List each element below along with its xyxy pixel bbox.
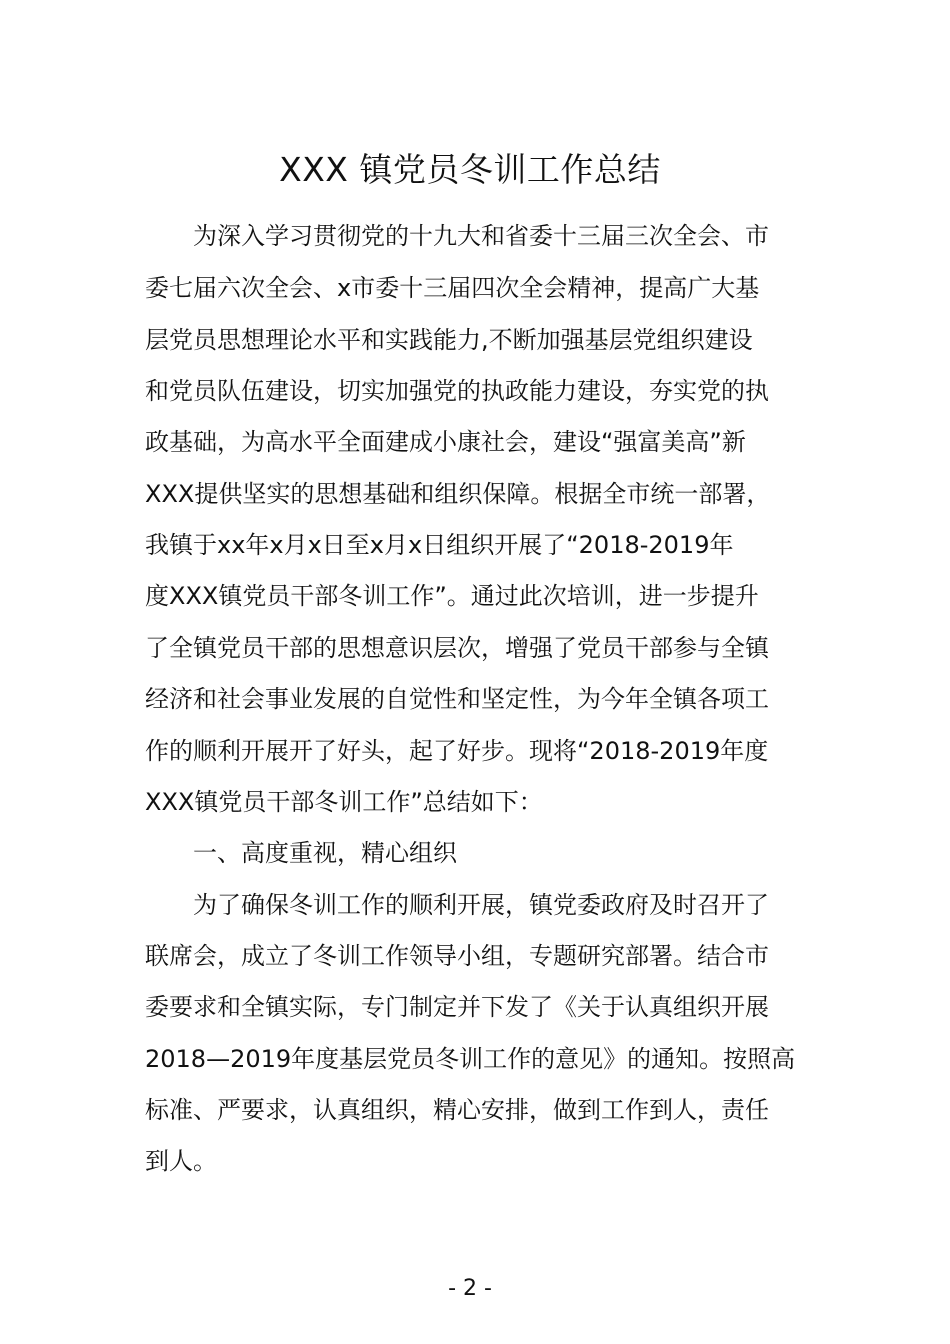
text-line: XXX镇党员干部冬训工作”总结如下：: [145, 788, 543, 816]
text-line: 为了确保冬训工作的顺利开展，镇党委政府及时召开了: [193, 891, 769, 919]
text-line: 委要求和全镇实际，专门制定并下发了《关于认真组织开展: [145, 993, 769, 1021]
text-line: 经济和社会事业发展的自觉性和坚定性，为今年全镇各项工: [145, 685, 769, 713]
text-line: 到人。: [145, 1147, 217, 1175]
text-line: 和党员队伍建设，切实加强党的执政能力建设，夯实党的执: [145, 377, 769, 405]
text-line: 度XXX镇党员干部冬训工作”。通过此次培训，进一步提升: [145, 582, 759, 610]
text-line: 2018—2019年度基层党员冬训工作的意见》的通知。按照高: [145, 1045, 796, 1073]
text-line: 政基础，为高水平全面建成小康社会，建设“强富美高”新: [145, 428, 746, 456]
text-line: 标准、严要求，认真组织，精心安排，做到工作到人，责任: [145, 1096, 769, 1124]
document-title: XXX 镇党员冬训工作总结: [279, 150, 661, 189]
text-line: 我镇于xx年x月x日至x月x日组织开展了“2018-2019年: [145, 531, 734, 559]
text-line: 委七届六次全会、x市委十三届四次全会精神，提高广大基: [145, 274, 760, 302]
text-line: 作的顺利开展开了好头，起了好步。现将“2018-2019年度: [145, 737, 769, 765]
text-line: 为深入学习贯彻党的十九大和省委十三届三次全会、市: [193, 222, 769, 250]
section-heading: 一、高度重视，精心组织: [193, 839, 457, 867]
text-line: 了全镇党员干部的思想意识层次，增强了党员干部参与全镇: [145, 634, 769, 662]
text-line: 层党员思想理论水平和实践能力,不断加强基层党组织建设: [145, 326, 753, 354]
text-line: 联席会，成立了冬训工作领导小组，专题研究部署。结合市: [145, 942, 769, 970]
text-line: XXX提供坚实的思想基础和组织保障。根据全市统一部署，: [145, 480, 771, 508]
page-number: - 2 -: [448, 1276, 492, 1301]
